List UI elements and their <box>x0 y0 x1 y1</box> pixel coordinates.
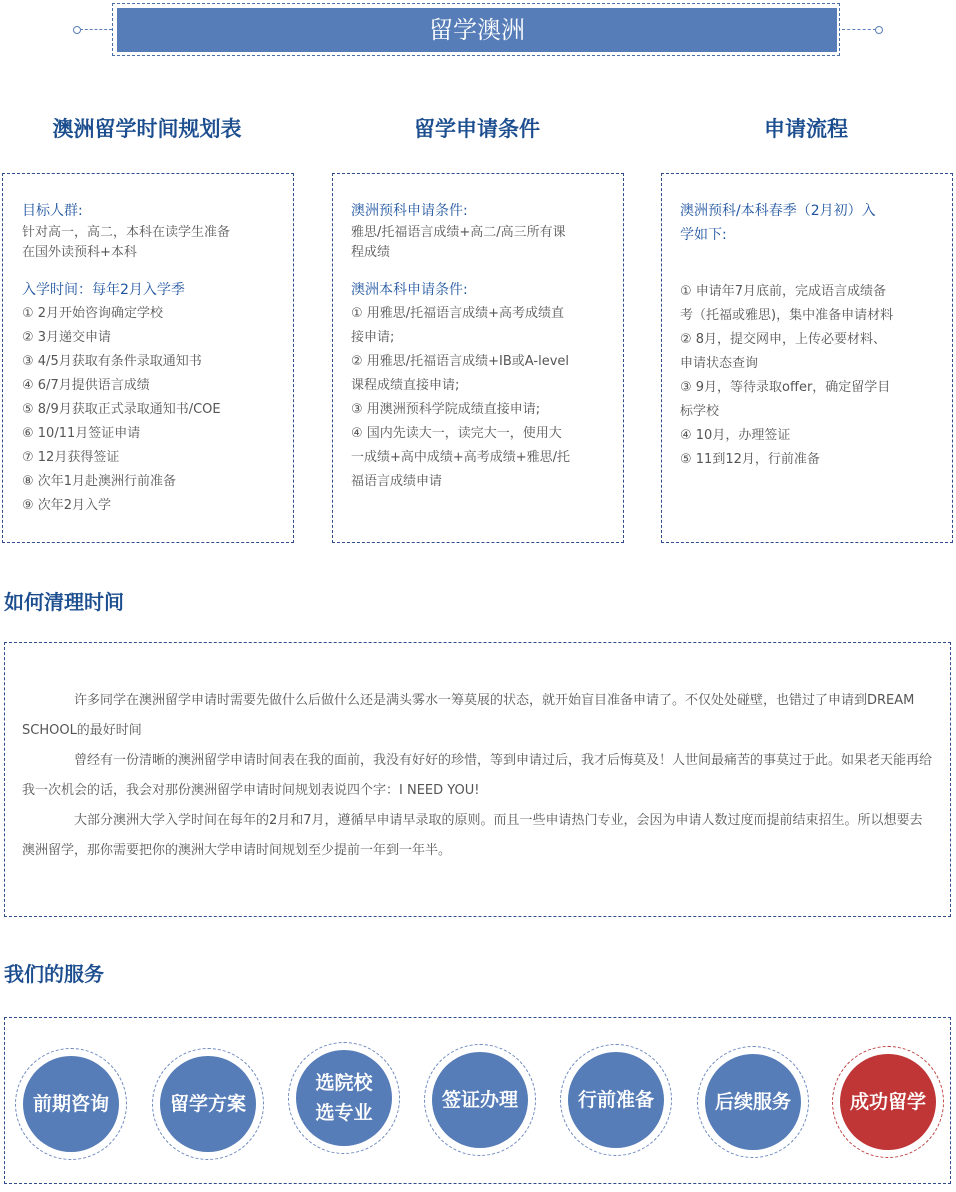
timeline-step: ⑦ 12月获得签证 <box>22 450 120 465</box>
process-line: 考（托福或雅思)，集中准备申请材料 <box>680 308 894 323</box>
condition-line: ① 用雅思/托福语言成绩+高考成绩直 <box>351 306 565 321</box>
process-line: ② 8月，提交网申，上传必要材料、 <box>680 332 887 347</box>
service-label: 签证办理 <box>432 1052 528 1148</box>
service-label: 前期咨询 <box>23 1056 119 1152</box>
target-label: 目标人群: <box>22 203 83 219</box>
timeline-step: ⑥ 10/11月签证申请 <box>22 426 141 441</box>
time-section-paragraphs <box>22 686 934 866</box>
target-desc-2: 在国外读预科+本科 <box>22 245 137 260</box>
banner-left-dot <box>73 26 81 34</box>
timeline-step: ④ 6/7月提供语言成绩 <box>22 378 150 393</box>
process-intro-1: 澳洲预科/本科春季（2月初）入 <box>680 203 876 219</box>
paragraph: 曾经有一份清晰的澳洲留学申请时间表在我的面前，我没有好好的珍惜，等到申请过后，我才后悔莫及！人世间最痛苦的事莫过于此。如果老天能再给我一次机会的话，我会对那份澳洲留学申请时间规划表说四个字：I NEED YOU! <box>22 753 933 798</box>
process-content <box>680 199 945 472</box>
time-section-title: 如何清理时间 <box>4 590 124 614</box>
conditions-title: 留学申请条件 <box>414 117 540 141</box>
service-consult[interactable] <box>15 1048 127 1160</box>
timeline-step: ⑤ 8/9月获取正式录取通知书/COE <box>22 402 221 417</box>
service-label: 行前准备 <box>568 1052 664 1148</box>
condition-line: 接申请; <box>351 330 395 345</box>
banner-right-line <box>842 29 876 30</box>
foundation-desc-2: 程成绩 <box>351 245 391 260</box>
condition-line: 一成绩+高中成绩+高考成绩+雅思/托 <box>351 450 571 465</box>
process-title: 申请流程 <box>764 117 848 141</box>
service-school-major[interactable] <box>288 1042 400 1154</box>
process-line: 申请状态查询 <box>680 356 759 371</box>
timeline-content <box>22 199 288 518</box>
timeline-step: ② 3月递交申请 <box>22 330 112 345</box>
services-title: 我们的服务 <box>4 962 104 986</box>
service-label: 成功留学 <box>840 1054 936 1150</box>
target-desc-1: 针对高一，高二，本科在读学生准备 <box>22 225 231 240</box>
service-label: 后续服务 <box>705 1054 801 1150</box>
timeline-step: ⑨ 次年2月入学 <box>22 498 112 513</box>
process-line: ④ 10月，办理签证 <box>680 428 791 443</box>
banner-right-dot <box>875 26 883 34</box>
process-intro-2: 学如下: <box>680 227 727 243</box>
paragraph: 许多同学在澳洲留学申请时需要先做什么后做什么还是满头雾水一筹莫展的状态，就开始盲目准备申请了。不仅处处碰壁，也错过了申请到DREAM SCHOOL的最好时间 <box>22 693 915 738</box>
service-departure[interactable] <box>560 1044 672 1156</box>
paragraph: 大部分澳洲大学入学时间在每年的2月和7月，遵循早申请早录取的原则。而且一些申请热门专业，会因为申请人数过度而提前结束招生。所以想要去澳洲留学，那你需要把你的澳洲大学申请时间规划至少提前一年到一年半。 <box>22 813 923 858</box>
service-success[interactable] <box>832 1046 944 1158</box>
condition-line: 福语言成绩申请 <box>351 474 443 489</box>
condition-line: ③ 用澳洲预科学院成绩直接申请; <box>351 402 541 417</box>
intake-label: 入学时间：每年2月入学季 <box>22 282 185 298</box>
process-line: 标学校 <box>680 404 720 419</box>
service-followup[interactable] <box>697 1046 809 1158</box>
foundation-desc-1: 雅思/托福语言成绩+高二/高三所有课 <box>351 225 566 240</box>
service-label: 留学方案 <box>160 1056 256 1152</box>
condition-line: 课程成绩直接申请; <box>351 378 460 393</box>
service-plan[interactable] <box>152 1048 264 1160</box>
banner-left-line <box>80 29 112 30</box>
timeline-step: ③ 4/5月获取有条件录取通知书 <box>22 354 202 369</box>
process-line: ③ 9月，等待录取offer，确定留学目 <box>680 380 891 395</box>
timeline-title: 澳洲留学时间规划表 <box>52 117 242 141</box>
service-label: 选院校 选专业 <box>296 1050 392 1146</box>
timeline-step: ① 2月开始咨询确定学校 <box>22 306 164 321</box>
foundation-label: 澳洲预科申请条件: <box>351 203 468 219</box>
service-visa[interactable] <box>424 1044 536 1156</box>
condition-line: ② 用雅思/托福语言成绩+IB或A-level <box>351 354 570 369</box>
condition-line: ④ 国内先读大一，读完大一，使用大 <box>351 426 562 441</box>
timeline-step: ⑧ 次年1月赴澳洲行前准备 <box>22 474 177 489</box>
process-line: ① 申请年7月底前，完成语言成绩备 <box>680 284 887 299</box>
process-line: ⑤ 11到12月，行前准备 <box>680 452 820 467</box>
bachelor-label: 澳洲本科申请条件: <box>351 282 468 298</box>
conditions-content <box>351 199 619 494</box>
banner-title: 留学澳洲 <box>117 8 837 52</box>
